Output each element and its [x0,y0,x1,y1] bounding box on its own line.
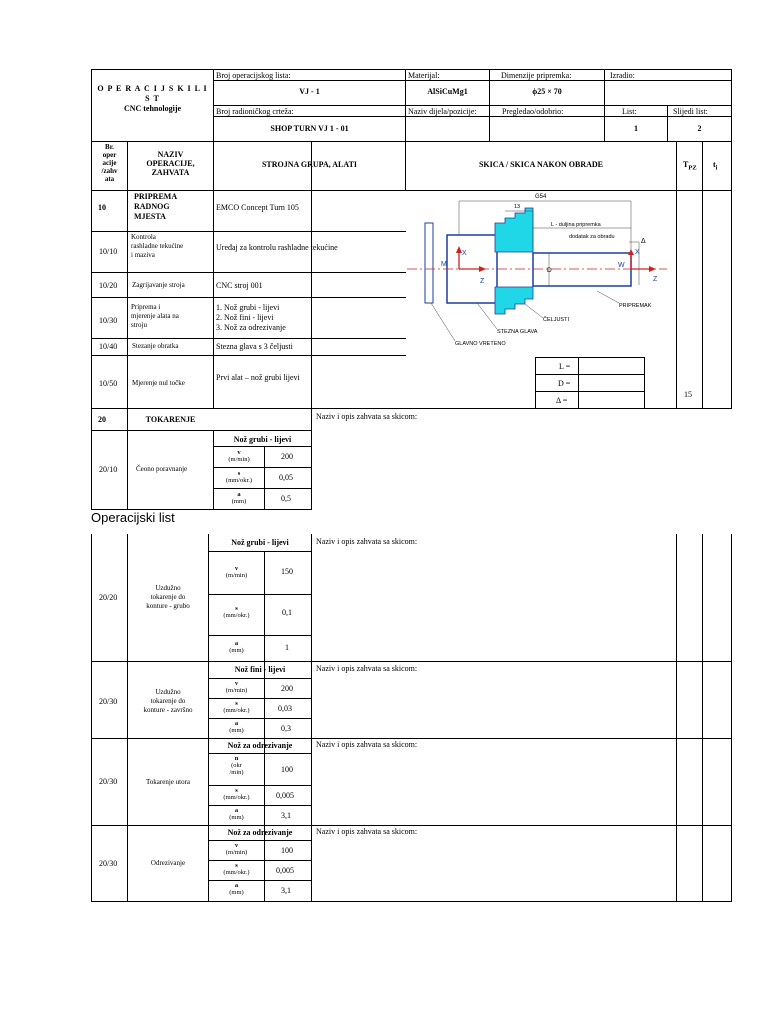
zahvat-20-30b-a-label: a (mm) [229,807,244,821]
zahvat-20-30b-n-value: 100 [281,765,293,774]
op-10-20-name: Zagrijavanje stroja [132,281,185,289]
material-value: AlSiCuMg1 [427,87,468,96]
reviewed-by-label: Pregledao/odobrio: [502,107,564,116]
zahvat-20-10-tool: Nož grubi - lijevi [233,435,292,444]
zahvat-20-30c-a-label: a (mm) [229,882,244,896]
stock-dimensions-value: ϕ25 × 70 [532,87,562,96]
zahvat-20-30c-s-value: 0,005 [276,866,294,875]
zahvat-20-30b-a-value: 3,1 [281,811,291,820]
drawing-number-value: SHOP TURN VJ 1 - 01 [270,124,349,133]
axis-x-w: X [635,249,640,256]
zahvat-20-10-name: Čeono poravnanje [136,465,188,473]
op-10-40-name: Stezanje obratka [132,342,179,350]
zahvat-20-20-number: 20/20 [99,593,118,602]
op-sheet-number-value: VJ - 1 [299,87,320,96]
op-10-50-name: Mjerenje nul točke [132,379,185,387]
op-10-40-number: 10/40 [99,342,118,351]
dim-13-label: 13 [514,204,521,210]
zahvat-20-30a-number: 20/30 [99,697,118,706]
zahvat-20-30c-sketch-label: Naziv i opis zahvata sa skicom: [316,827,418,836]
axis-z-m: Z [480,278,485,285]
zahvat-20-30b-s-label: s (mm/okr.) [223,787,250,801]
zahvat-20-30c-s-label: s (mm/okr.) [223,862,250,876]
op-10-20-number: 10/20 [99,281,118,290]
diameter-label: D [547,267,552,274]
op-20-sketch-label: Naziv i opis zahvata sa skicom: [316,412,418,421]
stock-length-label: L - duljina pripremka [551,222,601,228]
zahvat-20-20-a-label: a (mm) [229,640,244,654]
stock-dimensions-label: Dimenzije pripremka: [501,71,572,80]
zahvat-20-20-v-value: 150 [281,567,293,576]
zahvat-20-30b-tool: Nož za odrezivanje [227,741,293,750]
zahvat-20-30b-number: 20/30 [99,777,118,786]
sheet-label: List: [622,107,637,116]
op-10-40-machine: Stezna glava s 3 čeljusti [216,342,293,351]
workpiece-zero-w: W [618,262,625,269]
zahvat-20-10-v-value: 200 [281,452,293,461]
op-20-name: TOKARENJE [145,415,196,424]
allowance-label: dodatak za obradu [569,234,615,240]
axis-x-m: X [462,250,467,257]
zahvat-20-30a-a-label: a (mm) [229,720,244,734]
drawing-number-label: Broj radioničkog crteža: [216,107,294,116]
zahvat-20-20-v-label: v (m/min) [225,565,248,579]
main-spindle [425,223,433,303]
zahvat-20-30b-sketch-label: Naziv i opis zahvata sa skicom: [316,740,418,749]
label-jaws: ČELJUSTI [543,317,569,323]
zahvat-20-30c-name: Odrezivanje [150,859,186,867]
next-sheet-label: Slijedi list: [673,107,708,116]
zahvat-20-30b-s-value: 0,005 [276,791,294,800]
dim-g54-label: G54 [535,194,547,200]
created-by-label: Izradio: [610,71,635,80]
op-10-number: 10 [98,203,106,212]
axis-z-w: Z [653,276,658,283]
op-sheet-number-label: Broj operacijskog lista: [216,71,291,80]
op-10-10-number: 10/10 [99,247,118,256]
col-header-sketch: SKICA / SKICA NAKON OBRADE [478,160,604,169]
measure-d-label: D = [558,379,571,388]
op-10-10-machine: Uređaj za kontrolu rashladne tekućine [216,243,338,252]
zahvat-20-20-s-value: 0,1 [282,608,292,617]
zahvat-20-30a-s-value: 0,03 [278,704,292,713]
zahvat-20-30c-v-label: v (m/min) [225,842,248,856]
op-10-30-number: 10/30 [99,316,118,325]
zahvat-20-30a-sketch-label: Naziv i opis zahvata sa skicom: [316,664,418,673]
machine-zero-m: M [441,261,447,268]
zahvat-20-30a-a-value: 0,3 [281,724,291,733]
zahvat-20-20-a-value: 1 [285,643,289,652]
op-10-machine: EMCO Concept Turn 105 [216,203,299,212]
zahvat-20-10-a-label: a (mm) [231,491,247,505]
zahvat-20-20-tool: Nož grubi - lijevi [231,538,289,547]
zahvat-20-30b-n-label: n (okr /min) [229,755,244,776]
chuck-jaws-top [495,208,533,252]
sheet-title-line1: O P E R A C I J S K I L I [97,84,208,93]
zahvat-20-10-s-label: s (mm/okr.) [225,470,253,484]
zahvat-20-30a-v-label: v (m/min) [225,680,248,694]
zahvat-20-30c-tool: Nož za odrezivanje [227,828,293,837]
zahvat-20-30a-s-label: s (mm/okr.) [223,700,250,714]
delta-label: Δ [641,238,646,245]
op-20-number: 20 [98,415,106,424]
zahvat-20-10-a-value: 0,5 [281,494,291,503]
label-spindle: GLAVNO VRETENO [455,341,506,347]
label-stock: PRIPREMAK [619,303,652,309]
zahvat-20-10-v-label: v (m/min) [228,449,250,463]
setup-sketch [407,191,675,356]
zahvat-20-10-s-value: 0,05 [279,473,293,482]
material-label: Materijal: [408,71,440,80]
op-10-20-machine: CNC stroj 001 [216,281,263,290]
op-10-50-machine: Prvi alat – nož grubi lijevi [216,373,300,382]
label-chuck: STEZNA GLAVA [497,329,538,335]
sheet-title-line2: S T [145,94,160,103]
sheet-title-line3: CNC tehnologije [123,104,182,113]
zahvat-20-20-sketch-label: Naziv i opis zahvata sa skicom: [316,537,418,546]
zahvat-20-30a-v-value: 200 [281,684,293,693]
sheet-value: 1 [634,124,638,133]
zahvat-20-30c-v-value: 100 [281,846,293,855]
col-header-machine-tools: STROJNA GRUPA, ALATI [261,160,358,169]
zahvat-20-30c-a-value: 3,1 [281,886,291,895]
zahvat-20-30a-tool: Nož fini - lijevi [234,665,286,674]
page-heading: Operacijski list [91,510,175,525]
measure-delta-label: Δ = [556,396,568,405]
part-name-label: Naziv dijela/pozicije: [408,107,477,116]
next-sheet-value: 2 [697,124,702,133]
col-header-ti: $t_i$ [713,160,718,172]
op-10-tpz-value: 15 [684,390,692,399]
measure-l-label: L = [559,362,571,371]
chuck-jaws-bottom [495,287,533,314]
col-header-tpz: $T_{PZ}$ [683,160,697,172]
zahvat-20-30c-number: 20/30 [99,859,118,868]
op-10-50-number: 10/50 [99,379,118,388]
zahvat-20-10-number: 20/10 [99,465,118,474]
zahvat-20-20-s-label: s (mm/okr.) [223,605,250,619]
zahvat-20-30b-name: Tokarenje utora [145,778,191,786]
